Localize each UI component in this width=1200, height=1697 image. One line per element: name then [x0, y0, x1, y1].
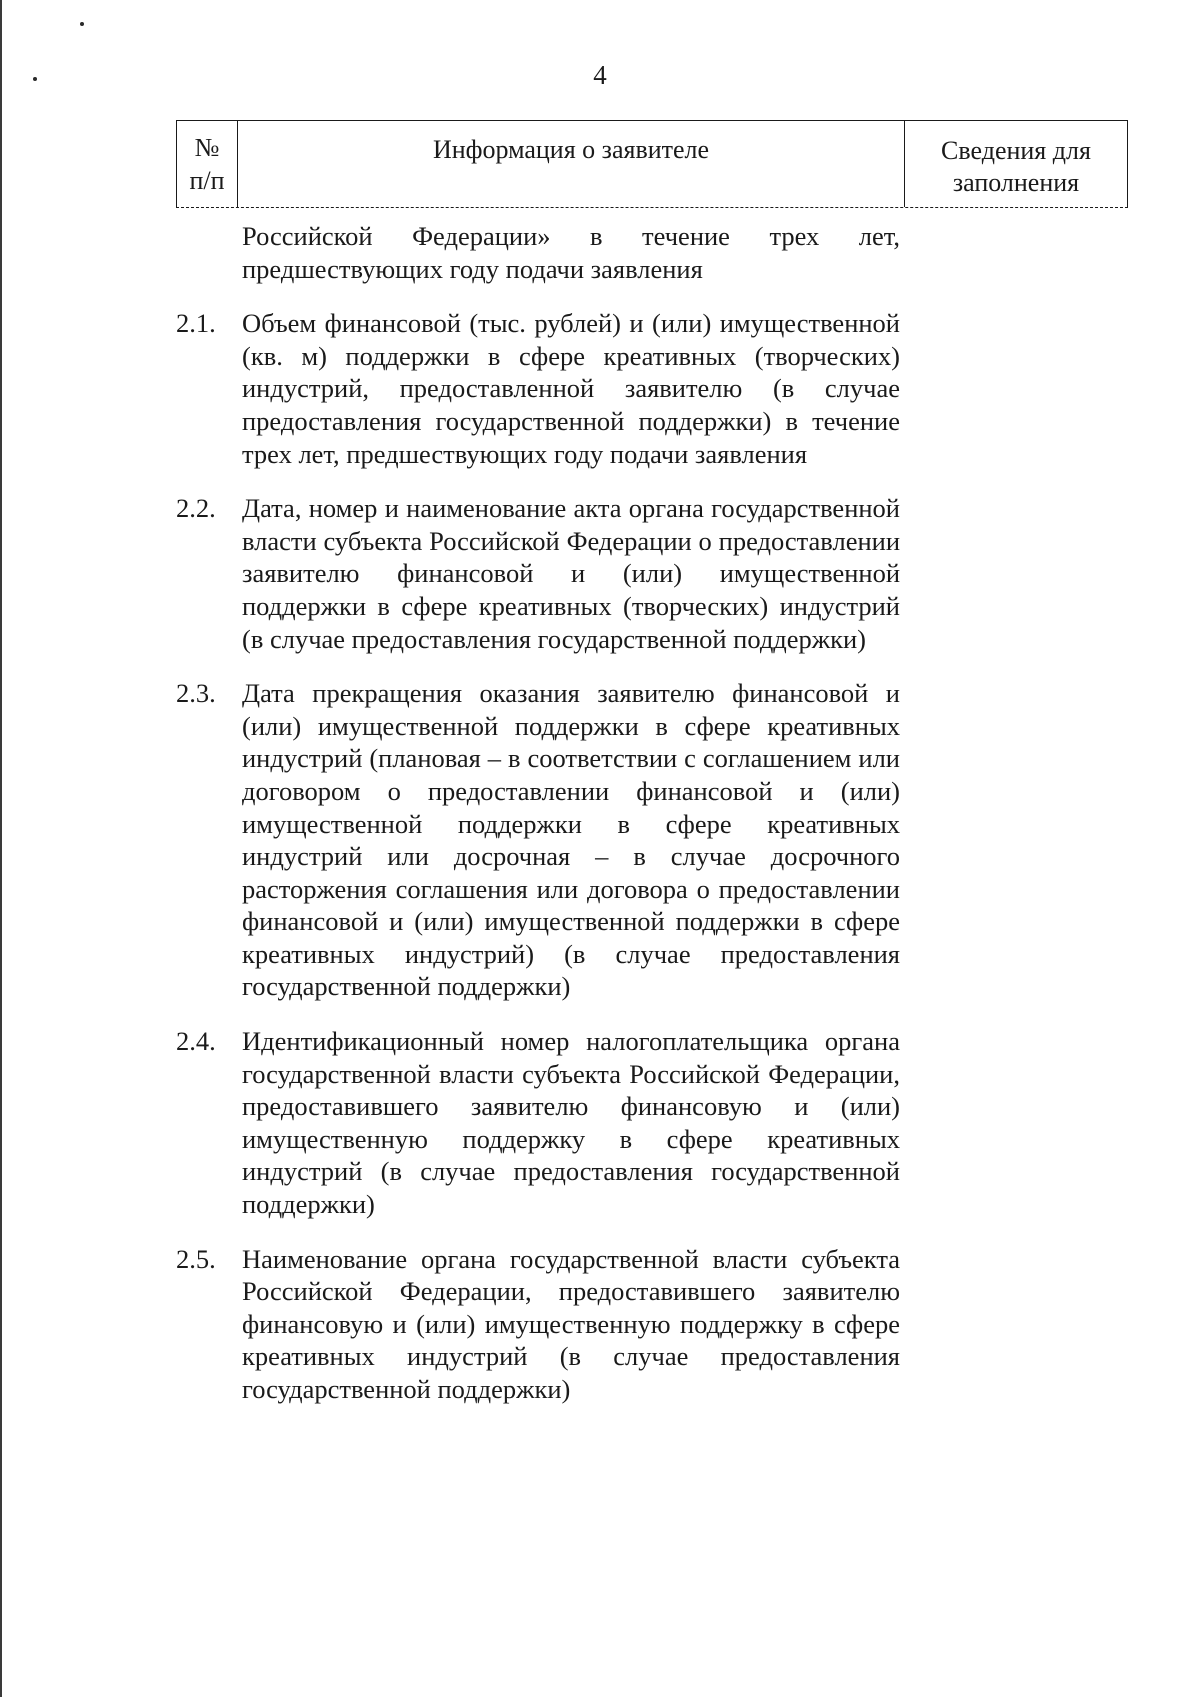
row-number: [176, 220, 242, 285]
table-row: [176, 677, 956, 1003]
scan-speck: [80, 22, 84, 26]
row-text: Идентификационный номер налогоплательщика органа государственной власти субъекта Российской Федерации, предоставившего заявителю финансовую и (или) имущественную поддержку в сфере креативных индустрий (в случае предоставления государственной поддержки): [242, 1026, 900, 1220]
table-row: [176, 307, 956, 470]
table-row: [176, 220, 956, 285]
row-number: 2.3.: [176, 678, 216, 709]
row-number: 2.2.: [176, 493, 216, 524]
scan-edge: [0, 0, 2, 1697]
page-number: 4: [593, 60, 607, 90]
table-row: [176, 492, 956, 655]
table-row: [176, 1025, 956, 1221]
row-text: Российской Федерации» в течение трех лет, предшествующих году подачи заявления: [242, 221, 900, 284]
row-text: Объем финансовой (тыс. рублей) и (или) имущественной (кв. м) поддержки в сфере креативных (творческих) индустрий, предоставленной заявителю (в случае предоставления государственной поддержки) в течение трех лет, предшествующих году подачи заявления: [242, 308, 900, 469]
row-number: 2.1.: [176, 308, 216, 339]
row-text: Наименование органа государственной власти субъекта Российской Федерации, предоставившего заявителю финансовую и (или) имущественную поддержку в сфере креативных индустрий (в случае предоставления государственной поддержки): [242, 1243, 900, 1404]
table-body: [176, 220, 956, 1428]
header-cell-details: [905, 121, 1127, 207]
row-number: 2.5.: [176, 1243, 216, 1274]
row-text: Дата прекращения оказания заявителю финансовой и (или) имущественной поддержки в сфере креативных индустрий (плановая – в соответствии с соглашением или договором о предоставлении финансовой и (или) имущественной поддержки в сфере креативных индустрий или досрочная – в случае досрочного расторжения соглашения или договора о предоставлении финансовой и (или) имущественной поддержки в сфере креативных индустрий) (в случае предоставления государственной поддержки): [242, 678, 900, 1002]
header-number-label: № п/п: [189, 133, 225, 195]
header-cell-info: [238, 121, 905, 207]
row-number: 2.4.: [176, 1026, 216, 1057]
row-text: Дата, номер и наименование акта органа государственной власти субъекта Российской Федерации о предоставлении заявителю финансовой и (или) имущественной поддержки в сфере креативных (творческих) индустрий (в случае предоставления государственной поддержки): [242, 493, 900, 654]
header-cell-number: [177, 121, 238, 207]
header-details-label: Сведения для заполнения: [941, 136, 1091, 197]
table-row: [176, 1243, 956, 1406]
header-info-label: Информация о заявителе: [432, 135, 710, 164]
table-header: [176, 120, 1128, 208]
